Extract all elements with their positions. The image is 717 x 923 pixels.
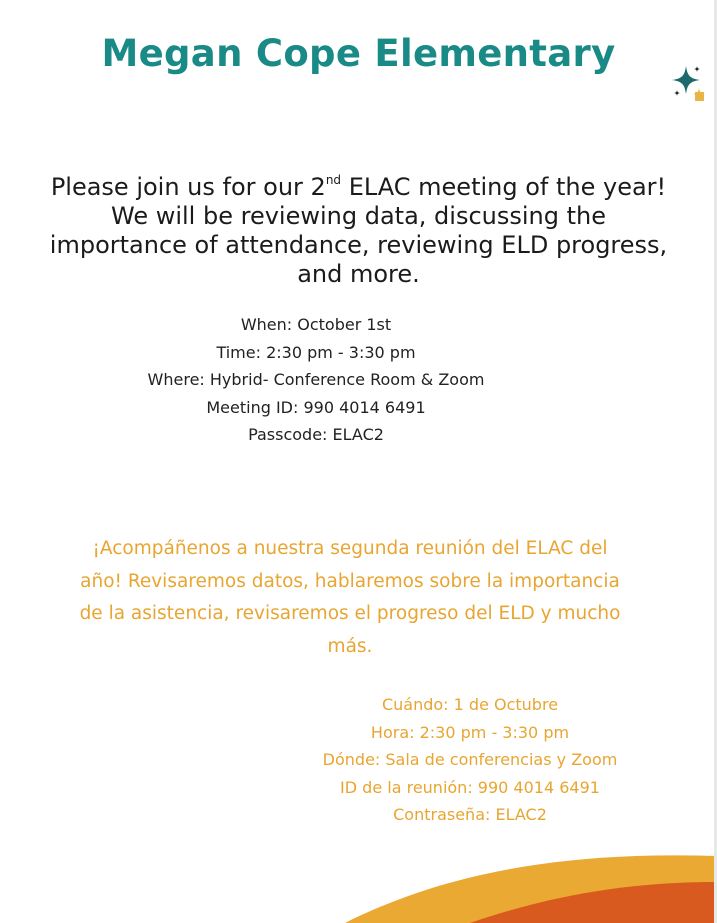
reunion-id: ID de la reunión: 990 4014 6491: [340, 777, 600, 797]
school-title: Megan Cope Elementary: [101, 32, 616, 75]
meeting-id: Meeting ID: 990 4014 6491: [206, 397, 426, 417]
spanish-invitation-line-1: ¡Acompáñenos a nuestra segunda reunión del ELAC del: [92, 538, 608, 559]
reunion-fecha: Cuándo: 1 de Octubre: [381, 695, 559, 714]
decorative-waves: [0, 830, 717, 923]
english-invitation-line-1: Please join us for our 2nd ELAC meeting of the year!: [50, 173, 667, 201]
reunion-contrasena: Contraseña: ELAC2: [393, 805, 547, 824]
english-invitation-line-2: We will be reviewing data, discussing the: [111, 202, 606, 230]
spanish-invitation: [30, 533, 670, 663]
meeting-location: Where: Hybrid- Conference Room & Zoom: [147, 370, 485, 389]
sparkle-stars-icon: [664, 64, 710, 110]
spanish-invitation-line-4: más.: [327, 635, 373, 657]
english-invitation-line-4: and more.: [297, 260, 420, 288]
meeting-passcode: Passcode: ELAC2: [248, 425, 384, 444]
spanish-invitation-line-3: de la asistencia, revisaremos el progreso del ELD y mucho: [79, 603, 621, 624]
spanish-invitation-line-2: año! Revisaremos datos, hablaremos sobre la importancia: [80, 570, 620, 592]
reunion-hora: Hora: 2:30 pm - 3:30 pm: [370, 722, 570, 742]
meeting-date: When: October 1st: [240, 315, 392, 334]
reunion-lugar: Dónde: Sala de conferencias y Zoom: [322, 750, 618, 769]
meeting-time: Time: 2:30 pm - 3:30 pm: [216, 342, 416, 362]
english-meeting-details: [110, 311, 522, 449]
english-invitation: [20, 173, 697, 289]
english-invitation-line-3: importance of attendance, reviewing ELD progress,: [49, 231, 668, 259]
spanish-meeting-details: [290, 691, 650, 829]
